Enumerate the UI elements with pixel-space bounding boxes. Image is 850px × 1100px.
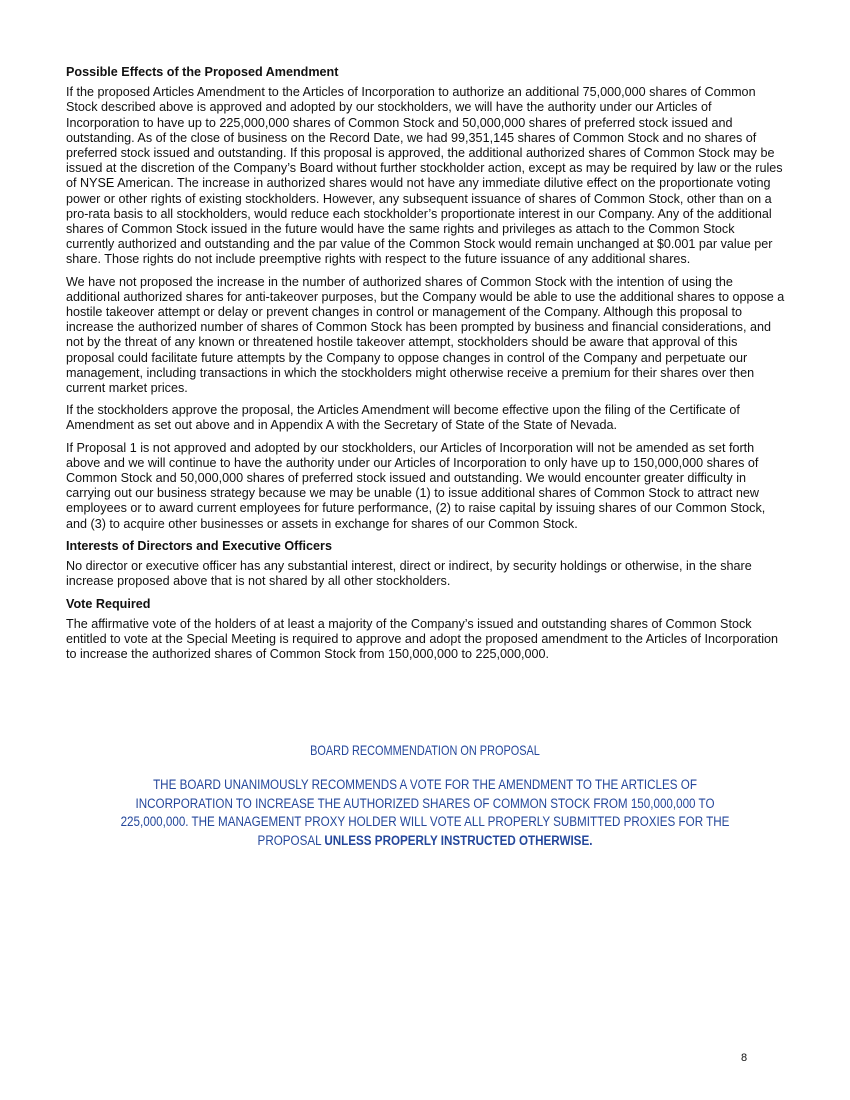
recommendation-text: THE BOARD UNANIMOUSLY RECOMMENDS A VOTE FOR THE AMENDMENT TO THE ARTICLES OF INCORPORATION TO INCREASE THE AUTHORIZED SHARES OF COMMON STOCK FROM 150,000,000 TO 225,000,000. THE MANAGEMENT PROXY HOLDER WILL VOTE ALL PROPERLY SUBMITTED PROXIES FOR THE PROPOSAL [120, 777, 730, 849]
paragraph: If the stockholders approve the proposal, the Articles Amendment will become effective upon the filing of the Certificate of Amendment as set out above and in Appendix A with the Secretary of State of the State of Nevada. [66, 403, 740, 433]
paragraph: If Proposal 1 is not approved and adopted by our stockholders, our Articles of Incorporation will not be amended as set forth above and we will continue to have the authority under our Articles of Incorporation to only have up to 150,000,000 shares of Common Stock and 50,000,000 shares of preferred stock issued and outstanding. We would encounter greater difficulty in carrying out our business strategy because we may be unable (1) to issue additional shares of Common Stock to attract new employees or to award current employees for future performance, (2) to raise capital by issuing shares of our Common Stock, and (3) to acquire other businesses or assets in exchange for shares of our Common Stock. [66, 440, 766, 531]
section-heading-vote-required: Vote Required [66, 596, 151, 611]
paragraph: No director or executive officer has any substantial interest, direct or indirect, by security holdings or otherwise, in the share increase proposed above that is not shared by all other stockholders. [66, 559, 752, 589]
section-heading-possible-effects: Possible Effects of the Proposed Amendment [66, 65, 339, 79]
page-number: 8 [741, 1052, 748, 1064]
paragraph: The affirmative vote of the holders of at least a majority of the Company’s issued and outstanding shares of Common Stock entitled to vote at the Special Meeting is required to approve and adopt the proposed amendment to the Articles of Incorporation to increase the authorized shares of Common Stock from 150,000,000 to 225,000,000. [66, 616, 778, 662]
section-heading-interests: Interests of Directors and Executive Officers [66, 538, 332, 553]
paragraph: If the proposed Articles Amendment to the Articles of Incorporation to authorize an additional 75,000,000 shares of Common Stock described above is approved and adopted by our stockholders, we will have the authority under our Articles of Incorporation to have up to 225,000,000 shares of Common Stock and 50,000,000 shares of preferred stock issued and outstanding. As of the close of business on the Record Date, we had 99,351,145 shares of Common Stock and no shares of preferred stock issued and outstanding. If this proposal is approved, the additional authorized shares of Common Stock may be issued at the discretion of the Company’s Board without further stockholder action, except as may be required by law or the rules of NYSE American. The increase in authorized shares would not have any immediate dilutive effect on the proportionate voting power or other rights of existing stockholders. However, any subsequent issuance of shares of Common Stock, other than on a pro-rata basis to all stockholders, would reduce each stockholder’s proportionate interest in our Company. Any of the additional shares of Common Stock issued in the future would have the same rights and privileges as attach to the Common Stock currently authorized and outstanding and the par value of the Common Stock would remain unchanged at $0.001 par value per share. Those rights do not include preemptive rights with respect to the future issuance of any additional shares. [66, 85, 783, 267]
recommendation-title: BOARD RECOMMENDATION ON PROPOSAL [310, 742, 540, 758]
paragraph: We have not proposed the increase in the number of authorized shares of Common Stock with the intention of using the additional authorized shares for anti-takeover purposes, but the Company would be able to use the additional shares to oppose a hostile takeover attempt or delay or prevent changes in control or management of the Company. Although this proposal to increase the authorized number of shares of Common Stock has been prompted by business and financial considerations, and not by the threat of any known or threatened hostile takeover attempt, stockholders should be aware that approval of this proposal could facilitate future attempts by the Company to oppose changes in control of the Company and perpetuate our management, including transactions in which the stockholders might otherwise receive a premium for their shares over then current market prices. [66, 274, 785, 396]
recommendation-tail: UNLESS PROPERLY INSTRUCTED OTHERWISE. [324, 832, 593, 849]
recommendation-body [120, 776, 730, 850]
board-recommendation [120, 742, 730, 850]
document-body [66, 65, 786, 669]
